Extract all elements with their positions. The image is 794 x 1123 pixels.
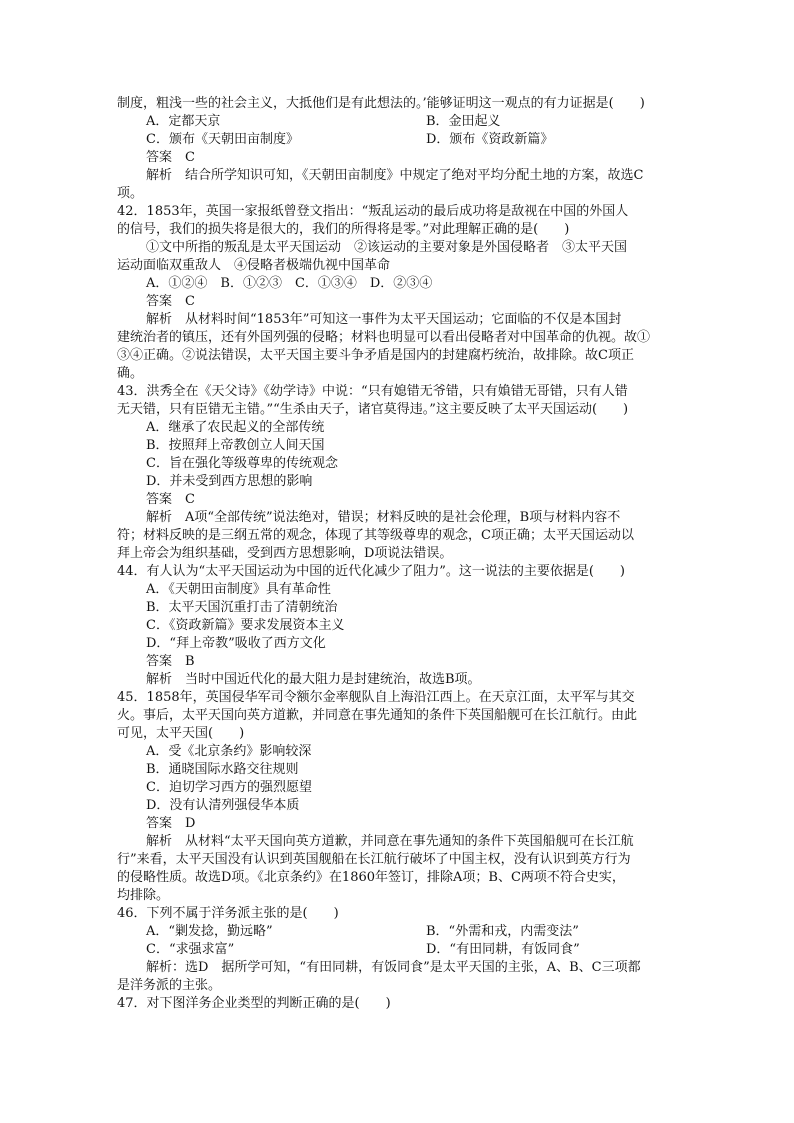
option-text: A．定都天京 [146,114,221,129]
text-line: 解析 结合所学知识可知，《天朝田亩制度》中规定了绝对平均分配土地的方案，故选C [146,168,644,183]
text-line: 确。 [117,366,144,381]
text-line: 47．对下图洋务企业类型的判断正确的是( ) [117,996,391,1011]
text-line: 的侵略性质。故选D项。《北京条约》在1860年签订，排除A项；B、C两项不符合史实， [117,870,625,885]
text-line: 制度，粗浅一些的社会主义，大抵他们是有此想法的。’能够证明这一观点的有力证据是( ) [117,96,645,111]
option-text: D．“有田同耕，有饭同食” [426,942,580,957]
text-line: D．没有认清列强侵华本质 [146,798,300,813]
text-line: 解析 当时中国近代化的最大阻力是封建统治，故选B项。 [146,672,481,687]
text-line: A．继承了农民起义的全部传统 [146,420,325,435]
option-row [117,131,679,149]
text-line: B．太平天国沉重打击了清朝统治 [146,600,338,615]
text-line: 项。 [117,186,144,201]
text-line: D．“拜上帝教”吸收了西方文化 [146,636,326,651]
text-line: 建统治者的镇压，还有外国列强的侵略；材料也明显可以看出侵略者对中国革命的仇视。故① [117,330,651,345]
text-line: 拜上帝会为组织基础，受到西方思想影响，D项说法错误。 [117,546,453,561]
text-line: ①文中所指的叛乱是太平天国运动 ②该运动的主要对象是外国侵略者 ③太平天国 [146,240,628,255]
option-text: C．“求强求富” [146,942,235,957]
text-line: D．并未受到西方思想的影响 [146,474,313,489]
text-line: 是洋务派的主张。 [117,978,222,993]
text-line: A．受《北京条约》影响较深 [146,744,312,759]
option-text: B．“外需和戎，内需变法” [426,924,579,939]
option-text: A．“剿发捻，勤远略” [146,924,273,939]
text-line: B．通晓国际水路交往规则 [146,762,299,777]
text-line: 解析 从材料“太平天国向英方道歉，并同意在事先通知的条件下英国船舰可在长江航 [146,834,634,849]
text-line: 答案 C [146,150,195,165]
text-line: 无天错，只有臣错无主错。”“生杀由天子，诸官莫得违。”这主要反映了太平天国运动( ) [117,402,629,417]
text-line: C．《资政新篇》要求发展资本主义 [146,618,345,633]
text-line: 解析 从材料时间“1853年”可知这一事件为太平天国运动；它面临的不仅是本国封 [146,312,622,327]
text-line: 答案 C [146,492,195,507]
text-line: 答案 D [146,816,196,831]
text-line: 解析 A项“全部传统”说法绝对，错误；材料反映的是社会伦理，B项与材料内容不 [146,510,621,525]
text-line: 答案 B [146,654,195,669]
text-line: 符；材料反映的是三纲五常的观念，体现了其等级尊卑的观念，C项正确；太平天国运动以 [117,528,634,543]
option-row [117,923,679,941]
option-row [117,113,679,131]
text-line: 行”来看，太平天国没有认识到英国舰船在长江航行破坏了中国主权，没有认识到英方行为 [117,852,631,867]
text-line: 运动面临双重敌人 ④侵略者极端仇视中国革命 [117,258,391,273]
option-text: B．金田起义 [426,114,501,129]
text-line: ③④正确。②说法错误，太平天国主要斗争矛盾是国内的封建腐朽统治，故排除。故C项正 [117,348,634,363]
option-text: C．颁布《天朝田亩制度》 [146,132,299,147]
text-line: 42．1853年，英国一家报纸曾登文指出：“叛乱运动的最后成功将是敌视在中国的外国人 [117,204,629,219]
text-line: 解析：选D 据所学可知，“有田同耕，有饭同食”是太平天国的主张，A、B、C三项都 [146,960,641,975]
text-line: A．《天朝田亩制度》具有革命性 [146,582,331,597]
text-line: 答案 C [146,294,195,309]
text-line: 的信号，我们的损失将是很大的，我们的所得将是零。”对此理解正确的是( ) [117,222,570,237]
text-line: C．旨在强化等级尊卑的传统观念 [146,456,338,471]
option-row [117,941,679,959]
text-line: B．按照拜上帝教创立人间天国 [146,438,325,453]
text-line: 46．下列不属于洋务派主张的是( ) [117,906,339,921]
option-text: D．颁布《资政新篇》 [426,132,554,147]
text-line: 43．洪秀全在《天父诗》《幼学诗》中说：“只有媳错无爷错，只有媍错无哥错，只有人错 [117,384,628,399]
text-line: 45．1858年，英国侵华军司令额尔金率舰队自上海沿江西上。在天京江面，太平军与其交 [117,690,635,705]
text-line: C．迫切学习西方的强烈愿望 [146,780,312,795]
text-line: 火。事后，太平天国向英方道歉，并同意在事先通知的条件下英国船舰可在长江航行。由此 [117,708,638,723]
text-line: 均排除。 [117,888,170,903]
text-line: 44．有人认为“太平天国运动为中国的近代化减少了阻力”。这一说法的主要依据是( ) [117,564,625,579]
text-line: A．①②④ B．①②③ C．①③④ D．②③④ [146,276,433,291]
document-page [117,95,679,1013]
text-line: 可见，太平天国( ) [117,726,245,741]
